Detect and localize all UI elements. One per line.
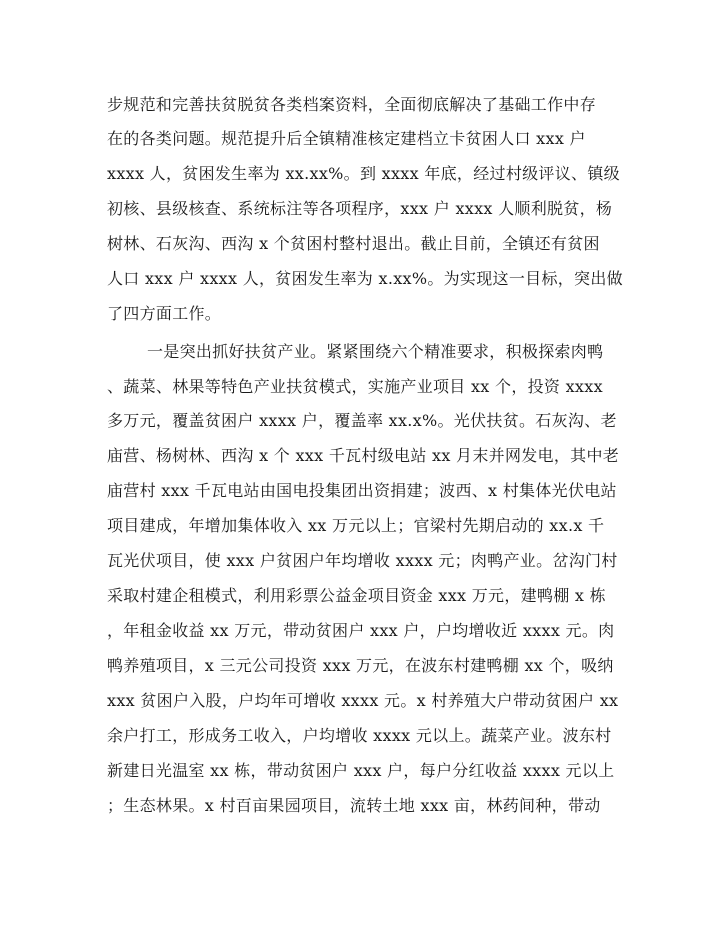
text-line: 了四方面工作。	[107, 304, 222, 323]
text-line: 采取村建企租模式，利用彩票公益金项目资金 xxx 万元，建鸭棚 x 栋	[107, 586, 606, 605]
text-line: ，年租金收益 xx 万元，带动贫困户 xxx 户，户均增收近 xxxx 元。肉	[107, 621, 615, 640]
text-line: xxx 贫困户入股，户均年可增收 xxxx 元。x 村养殖大户带动贫困户 xx	[107, 691, 619, 710]
text-line: 庙营村 xxx 千瓦电站由国电投集团出资捐建；波西、x 村集体光伏电站	[107, 481, 617, 500]
text-line: 步规范和完善扶贫脱贫各类档案资料，全面彻底解决了基础工作中存	[107, 95, 597, 114]
text-line: 初核、县级核查、系统标注等各项程序，xxx 户 xxxx 人顺利脱贫，杨	[107, 199, 613, 218]
text-line: 瓦光伏项目，使 xxx 户贫困户年均增收 xxxx 元；肉鸭产业。岔沟门村	[107, 551, 618, 570]
text-line: 余户打工，形成务工收入，户均增收 xxxx 元以上。蔬菜产业。波东村	[107, 726, 612, 745]
text-line: 多万元，覆盖贫困户 xxxx 户，覆盖率 xx.x%。光伏扶贫。石灰沟、老	[107, 411, 617, 430]
text-line: 一是突出抓好扶贫产业。紧紧围绕六个精准要求，积极探索肉鸭	[147, 342, 604, 361]
text-line: 鸭养殖项目，x 三元公司投资 xxx 万元，在波东村建鸭棚 xx 个，吸纳	[107, 656, 614, 675]
text-line: 庙营、杨树林、西沟 x 个 xxx 千瓦村级电站 xx 月末并网发电，其中老	[107, 446, 620, 465]
text-line: xxxx 人，贫困发生率为 xx.xx%。到 xxxx 年底，经过村级评议、镇级	[107, 164, 620, 183]
text-line: 人口 xxx 户 xxxx 人，贫困发生率为 x.xx%。为实现这一目标，突出做	[107, 269, 623, 288]
text-line: 项目建成，年增加集体收入 xx 万元以上；官梁村先期启动的 xx.x 千	[107, 516, 605, 535]
text-line: 树林、石灰沟、西沟 x 个贫困村整村退出。截止目前，全镇还有贫困	[107, 234, 600, 253]
text-line: 新建日光温室 xx 栋，带动贫困户 xxx 户，每户分红收益 xxxx 元以上	[107, 761, 615, 780]
text-line: 在的各类问题。规范提升后全镇精准核定建档立卡贫困人口 xxx 户	[107, 129, 586, 148]
text-line: ；生态林果。x 村百亩果园项目，流转土地 xxx 亩，林药间种，带动	[107, 796, 601, 815]
text-line: 、蔬菜、林果等特色产业扶贫模式，实施产业项目 xx 个，投资 xxxx	[107, 377, 603, 396]
